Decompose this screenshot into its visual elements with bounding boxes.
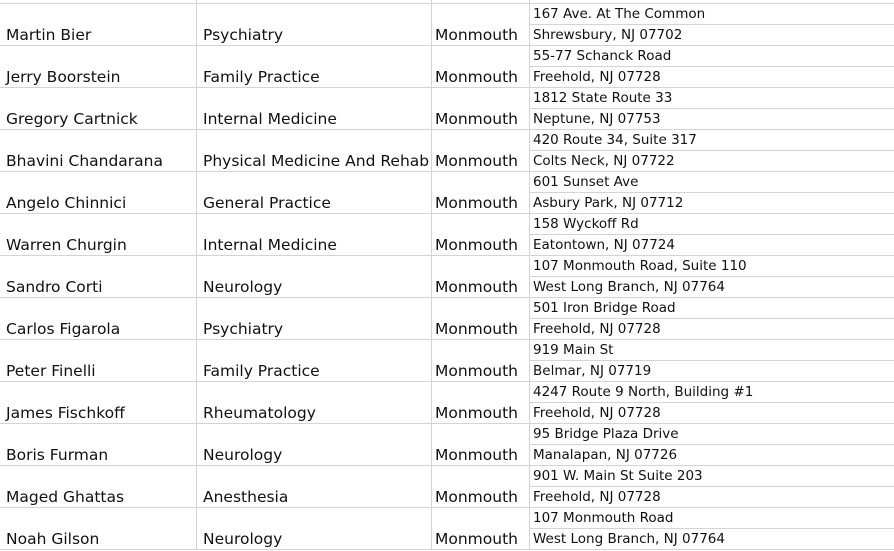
- cell-name[interactable]: [0, 46, 197, 88]
- specialty-text: Psychiatry: [203, 320, 284, 338]
- address-line-2: Freehold, NJ 07728: [533, 69, 661, 85]
- address-line-2: Asbury Park, NJ 07712: [533, 195, 684, 211]
- table-row: [0, 214, 894, 256]
- county-text: Monmouth: [435, 152, 518, 170]
- address-line-1: 1812 State Route 33: [530, 88, 894, 109]
- address-line-2: Eatontown, NJ 07724: [533, 237, 675, 253]
- cell-address[interactable]: [530, 46, 894, 88]
- name-text: Martin Bier: [6, 26, 92, 44]
- address-line-1: 4247 Route 9 North, Building #1: [530, 382, 894, 403]
- specialty-text: Internal Medicine: [203, 110, 337, 128]
- cell-specialty[interactable]: [197, 214, 432, 256]
- cell-county[interactable]: [432, 340, 530, 382]
- cell-specialty[interactable]: [197, 88, 432, 130]
- address-line-1: 55-77 Schanck Road: [530, 46, 894, 67]
- name-text: Bhavini Chandarana: [6, 152, 163, 170]
- cell-address[interactable]: [530, 4, 894, 46]
- cell-address[interactable]: [530, 172, 894, 214]
- cell-specialty[interactable]: [197, 256, 432, 298]
- address-line-1: 95 Bridge Plaza Drive: [530, 424, 894, 445]
- name-text: Noah Gilson: [6, 530, 100, 548]
- name-text: James Fischkoff: [6, 404, 125, 422]
- cell-county[interactable]: [432, 256, 530, 298]
- name-text: Jerry Boorstein: [6, 68, 121, 86]
- table-row: [0, 424, 894, 466]
- cell-county[interactable]: [432, 466, 530, 508]
- county-text: Monmouth: [435, 446, 518, 464]
- cell-address[interactable]: [530, 466, 894, 508]
- cell-specialty[interactable]: [197, 46, 432, 88]
- name-text: Sandro Corti: [6, 278, 103, 296]
- name-text: Maged Ghattas: [6, 488, 125, 506]
- address-line-1: 107 Monmouth Road, Suite 110: [530, 256, 894, 277]
- cell-county[interactable]: [432, 214, 530, 256]
- cell-address[interactable]: [530, 340, 894, 382]
- name-text: Carlos Figarola: [6, 320, 121, 338]
- county-text: Monmouth: [435, 26, 518, 44]
- cell-specialty[interactable]: [197, 130, 432, 172]
- specialty-text: Physical Medicine And Rehab: [203, 152, 430, 170]
- cell-name[interactable]: [0, 298, 197, 340]
- specialty-text: Internal Medicine: [203, 236, 337, 254]
- county-text: Monmouth: [435, 236, 518, 254]
- name-text: Warren Churgin: [6, 236, 127, 254]
- address-line-1: 107 Monmouth Road: [530, 508, 894, 529]
- cell-county[interactable]: [432, 46, 530, 88]
- county-text: Monmouth: [435, 278, 518, 296]
- address-line-1: 601 Sunset Ave: [530, 172, 894, 193]
- address-line-1: 420 Route 34, Suite 317: [530, 130, 894, 151]
- address-line-1: 501 Iron Bridge Road: [530, 298, 894, 319]
- cell-address[interactable]: [530, 88, 894, 130]
- table-row: [0, 256, 894, 298]
- table-row: [0, 4, 894, 46]
- cell-name[interactable]: [0, 508, 197, 550]
- specialty-text: Neurology: [203, 530, 283, 548]
- cell-specialty[interactable]: [197, 340, 432, 382]
- cell-name[interactable]: [0, 382, 197, 424]
- cell-address[interactable]: [530, 298, 894, 340]
- cell-name[interactable]: [0, 130, 197, 172]
- specialty-text: Anesthesia: [203, 488, 289, 506]
- address-line-2: Freehold, NJ 07728: [533, 405, 661, 421]
- county-text: Monmouth: [435, 194, 518, 212]
- county-text: Monmouth: [435, 68, 518, 86]
- cell-county[interactable]: [432, 172, 530, 214]
- county-text: Monmouth: [435, 404, 518, 422]
- table-row: [0, 340, 894, 382]
- name-text: Angelo Chinnici: [6, 194, 127, 212]
- cell-address[interactable]: [530, 256, 894, 298]
- name-text: Peter Finelli: [6, 362, 96, 380]
- specialty-text: Neurology: [203, 446, 283, 464]
- cell-name[interactable]: [0, 172, 197, 214]
- address-line-1: 919 Main St: [530, 340, 894, 361]
- cell-specialty[interactable]: [197, 298, 432, 340]
- specialty-text: General Practice: [203, 194, 331, 212]
- name-text: Boris Furman: [6, 446, 109, 464]
- specialty-text: Rheumatology: [203, 404, 316, 422]
- address-line-2: Belmar, NJ 07719: [533, 363, 652, 379]
- address-line-2: Shrewsbury, NJ 07702: [533, 27, 683, 43]
- cell-address[interactable]: [530, 508, 894, 550]
- specialty-text: Psychiatry: [203, 26, 284, 44]
- county-text: Monmouth: [435, 320, 518, 338]
- specialty-text: Family Practice: [203, 362, 320, 380]
- cell-specialty[interactable]: [197, 382, 432, 424]
- address-line-2: West Long Branch, NJ 07764: [533, 531, 725, 547]
- cell-specialty[interactable]: [197, 172, 432, 214]
- table-row: [0, 466, 894, 508]
- county-text: Monmouth: [435, 530, 518, 548]
- cell-specialty[interactable]: [197, 466, 432, 508]
- table-row: [0, 46, 894, 88]
- table-row: [0, 382, 894, 424]
- cell-specialty[interactable]: [197, 4, 432, 46]
- name-text: Gregory Cartnick: [6, 110, 138, 128]
- cell-address[interactable]: [530, 214, 894, 256]
- cell-name[interactable]: [0, 214, 197, 256]
- cell-name[interactable]: [0, 340, 197, 382]
- cell-specialty[interactable]: [197, 424, 432, 466]
- address-line-2: Freehold, NJ 07728: [533, 321, 661, 337]
- address-line-2: Manalapan, NJ 07726: [533, 447, 678, 463]
- cell-address[interactable]: [530, 130, 894, 172]
- cell-address[interactable]: [530, 424, 894, 466]
- table-row: [0, 88, 894, 130]
- county-text: Monmouth: [435, 110, 518, 128]
- county-text: Monmouth: [435, 488, 518, 506]
- cell-name[interactable]: [0, 4, 197, 46]
- address-line-2: Neptune, NJ 07753: [533, 111, 661, 127]
- cell-county[interactable]: [432, 130, 530, 172]
- specialty-text: Neurology: [203, 278, 283, 296]
- cell-specialty[interactable]: [197, 508, 432, 550]
- cell-county[interactable]: [432, 298, 530, 340]
- table-row: [0, 172, 894, 214]
- cell-name[interactable]: [0, 88, 197, 130]
- cell-county[interactable]: [432, 382, 530, 424]
- address-line-2: Freehold, NJ 07728: [533, 489, 661, 505]
- address-line-1: 158 Wyckoff Rd: [530, 214, 894, 235]
- table-row: [0, 130, 894, 172]
- cell-county[interactable]: [432, 424, 530, 466]
- address-line-1: 167 Ave. At The Common: [530, 4, 894, 25]
- cell-county[interactable]: [432, 88, 530, 130]
- address-line-2: West Long Branch, NJ 07764: [533, 279, 725, 295]
- cell-address[interactable]: [530, 382, 894, 424]
- cell-county[interactable]: [432, 508, 530, 550]
- address-line-2: Colts Neck, NJ 07722: [533, 153, 675, 169]
- specialty-text: Family Practice: [203, 68, 320, 86]
- cell-county[interactable]: [432, 4, 530, 46]
- table-row: [0, 298, 894, 340]
- cell-name[interactable]: [0, 256, 197, 298]
- table-row: [0, 508, 894, 550]
- cell-name[interactable]: [0, 466, 197, 508]
- county-text: Monmouth: [435, 362, 518, 380]
- address-line-1: 901 W. Main St Suite 203: [530, 466, 894, 487]
- cell-name[interactable]: [0, 424, 197, 466]
